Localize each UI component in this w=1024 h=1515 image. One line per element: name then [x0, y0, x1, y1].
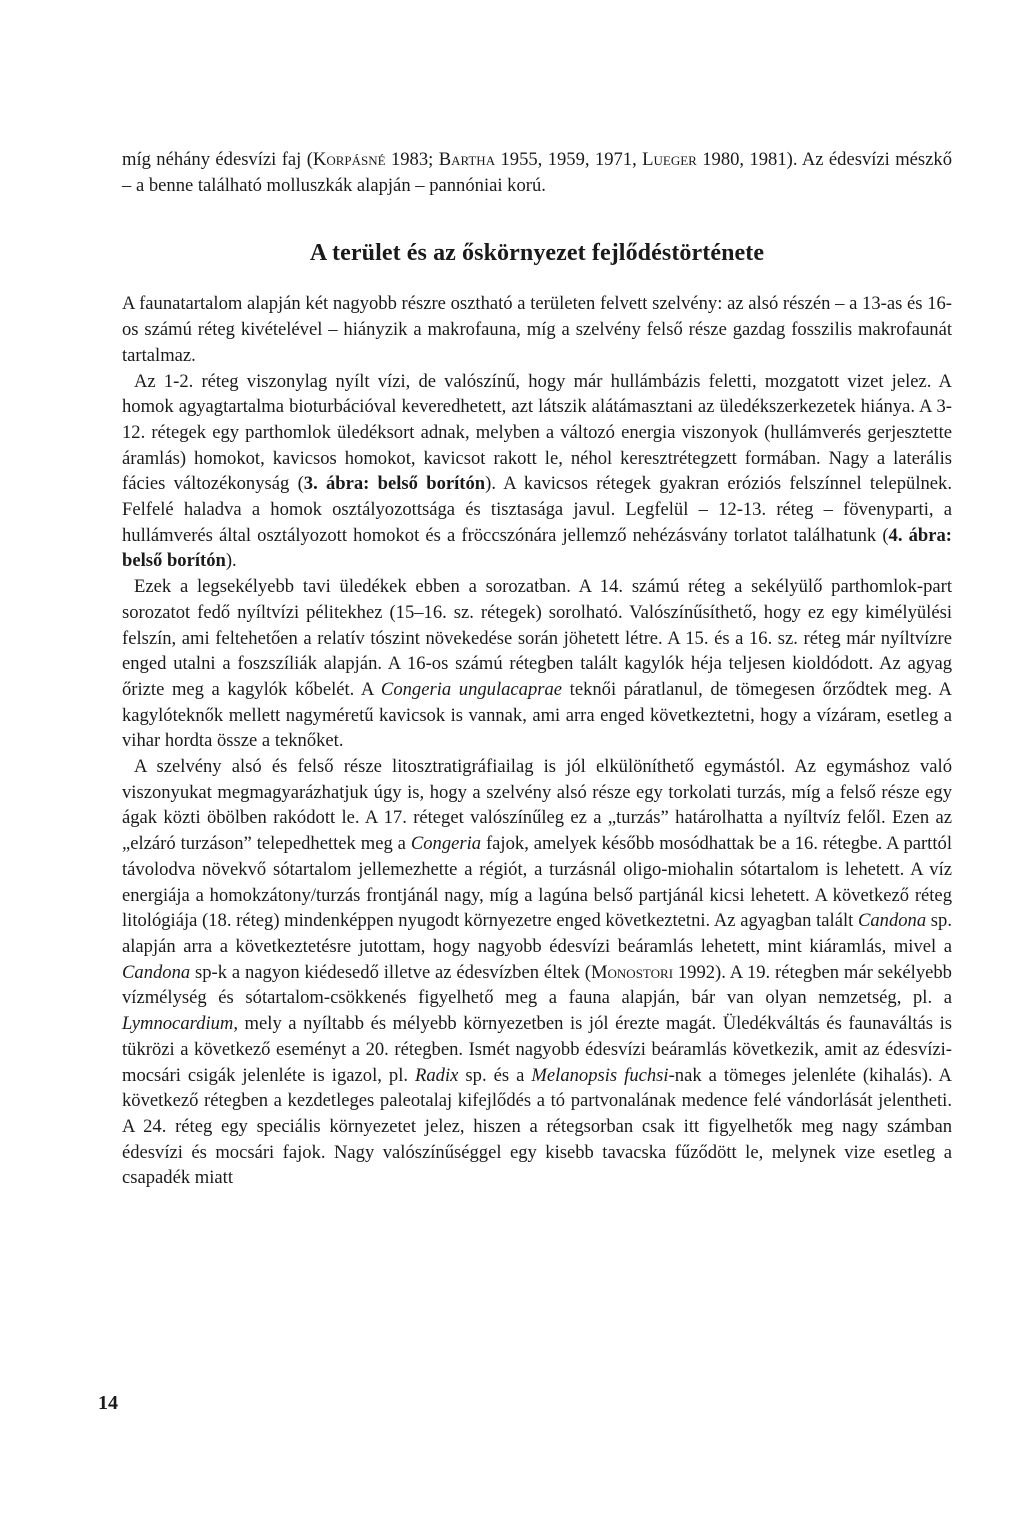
taxon-name: Melanopsis fuchsi: [531, 1064, 669, 1086]
text-run: 1992). A 19. rétegben már sekélyebb vízmélység és sótartalom-csökkenés figyelhető meg a fauna alapján, bár van olyan nemzetség, pl. a: [122, 961, 952, 1009]
taxon-name: Radix: [415, 1064, 459, 1086]
taxon-name: Candona: [122, 961, 191, 983]
text-run: míg néhány édesvízi faj (: [122, 149, 313, 170]
author-name: Lueger: [642, 149, 697, 170]
figure-reference: 4. ábra: belső borítón: [122, 524, 952, 572]
text-run: -nak a tömeges jelenléte (kihalás). A következő rétegben a kezdetleges paleotalaj kifejlődés a tó partvonalának medence felé vándorlását jelentheti. A 24. réteg egy speciális környezetet jelez, hiszen a rétegsorban csak itt figyelhetők meg nagy számban édesvízi és mocsári fajok. Nagy valószínűséggel egy kisebb tavacska fűződött le, melynek vize esetleg a csapadék miatt: [122, 1064, 952, 1189]
text-run: Ezek a legsekélyebb tavi üledékek ebben a sorozatban. A 14. számú réteg a sekélyülő parthomlok-part sorozatot fedő nyíltvízi pélitekhez (15–16. sz. rétegek) sorolható. Valószínűsíthető, hogy ez egy kimélyülési felszín, ami feltehetően a relatív tószint növekedése során jöhetett létre. A 15. és a 16. sz. réteg már nyíltvízre enged utalni a foszszíliák alapján. A 16-os számú rétegben talált kagylók héja teljesen kioldódott. Az agyag őrizte meg a kagylók kőbelét. A: [122, 576, 952, 700]
text-run: sp. alapján arra a következtetésre jutottam, hogy nagyobb édesvízi beáramlás lehetett, mint kiáramlás, mivel a: [122, 910, 952, 957]
text-run: ). A kavicsos rétegek gyakran eróziós felszínnel települnek. Felfelé haladva a homok osztályozottsága és tisztasága javul. Legfelül – 12-13. réteg – fövenyparti, a hullámverés által osztályozott homokot és a fröccszónára jellemző nehézásvány torlatot találhatunk (: [122, 473, 953, 546]
paragraph-2: [122, 369, 952, 575]
text-run: fajok, amelyek később mosódhattak be a 16. rétegbe. A parttól távolodva növekvő sótartalom jellemezhette a régiót, a turzásnál oligo-miohalin sótartalom is lehetett. A víz energiája a homokzátony/turzás frontjánál nagy, míg a lagúna belső partjánál kicsi lehetett. A következő réteg litológiája (18. réteg) mindenképpen nyugodt környezetre enged következtetni. Az agyagban talált: [122, 833, 952, 932]
text-run: mely a nyíltabb és mélyebb környezetben is jól érezte magát. Üledékváltás és faunaváltás is tükrözi a következő eseményt a 20. rétegben. Ismét nagyobb édesvízi beáramlás következik, amit az édesvízi-mocsári csigák jelenléte is igazol, pl.: [122, 1013, 952, 1086]
text-run: 1980, 1981). Az édesvízi mészkő – a benne található molluszkák alapján – pannóniai korú.: [122, 149, 953, 196]
taxon-name: Congeria: [410, 833, 482, 855]
taxon-name: Candona: [857, 910, 927, 932]
paragraph-1: A faunatartalom alapján két nagyobb részre osztható a területen felvett szelvény: az alsó részén – a 13-as és 16-os számú réteg kivételével – hiányzik a makrofauna, míg a szelvény felső része gazdag fosszilis makrofaunát tartalmaz.: [122, 293, 952, 366]
text-run: 1983;: [385, 149, 439, 170]
figure-reference: 3. ábra: belső borítón: [303, 473, 486, 495]
author-name: Korpásné: [312, 149, 386, 170]
page-number: 14: [98, 1392, 118, 1414]
intro-paragraph: [122, 147, 952, 198]
text-run: ).: [225, 550, 237, 572]
page-body: [122, 147, 952, 1191]
text-run: sp. és a: [458, 1064, 532, 1086]
taxon-name: Congeria ungulacaprae: [380, 678, 563, 700]
paragraph-4: [122, 754, 952, 1191]
text-run: Az 1-2. réteg viszonylag nyílt vízi, de valószínű, hogy már hullámbázis feletti, mozgatott vizet jelez. A homok agyagtartalma bioturbációval keveredhetett, azt látszik alátámasztani az üledékszerkezetek hiánya. A 3-12. rétegek egy parthomlok üledéksort adnak, melyben a változó energia viszonyok (hullámverés gerjesztette áramlás) homokot, kavicsos homokot, kavicsot rakott le, néhol keresztrétegzett formában. Nagy a laterális fácies változékonyság (: [122, 370, 952, 495]
text-run: sp-k a nagyon kiédesedő illetve az édesvízben éltek (: [190, 961, 591, 983]
taxon-name: Lymnocardium,: [122, 1013, 238, 1035]
text-run: teknői páratlanul, de tömegesen őrződtek meg. A kagylóteknők mellett nagyméretű kavicsok is vannak, ami arra enged következtetni, hogy a vízáram, esetleg a vihar hordta össze a teknőket.: [122, 678, 952, 752]
paragraph-3: [122, 574, 952, 754]
text-run: A szelvény alsó és felső része litosztratigráfiailag is jól elkülöníthető egymástól. Az egymáshoz való viszonyukat megmagyarázhatjuk úgy is, hogy a szelvény alsó része egy torkolati turzás, míg a felső része egy ágak közti öbölben rakódott le. A 17. réteget valószínűleg ez a „turzás” határolhatta a nyíltvíz felől. Ezen az „elzáró turzáson” telepedhettek meg a: [122, 756, 952, 855]
author-name: Monostori: [591, 961, 674, 983]
text-run: 1955, 1959, 1971,: [495, 149, 643, 170]
author-name: Bartha: [438, 149, 496, 170]
section-heading: A terület és az őskörnyezet fejlődéstörténete: [309, 240, 765, 267]
